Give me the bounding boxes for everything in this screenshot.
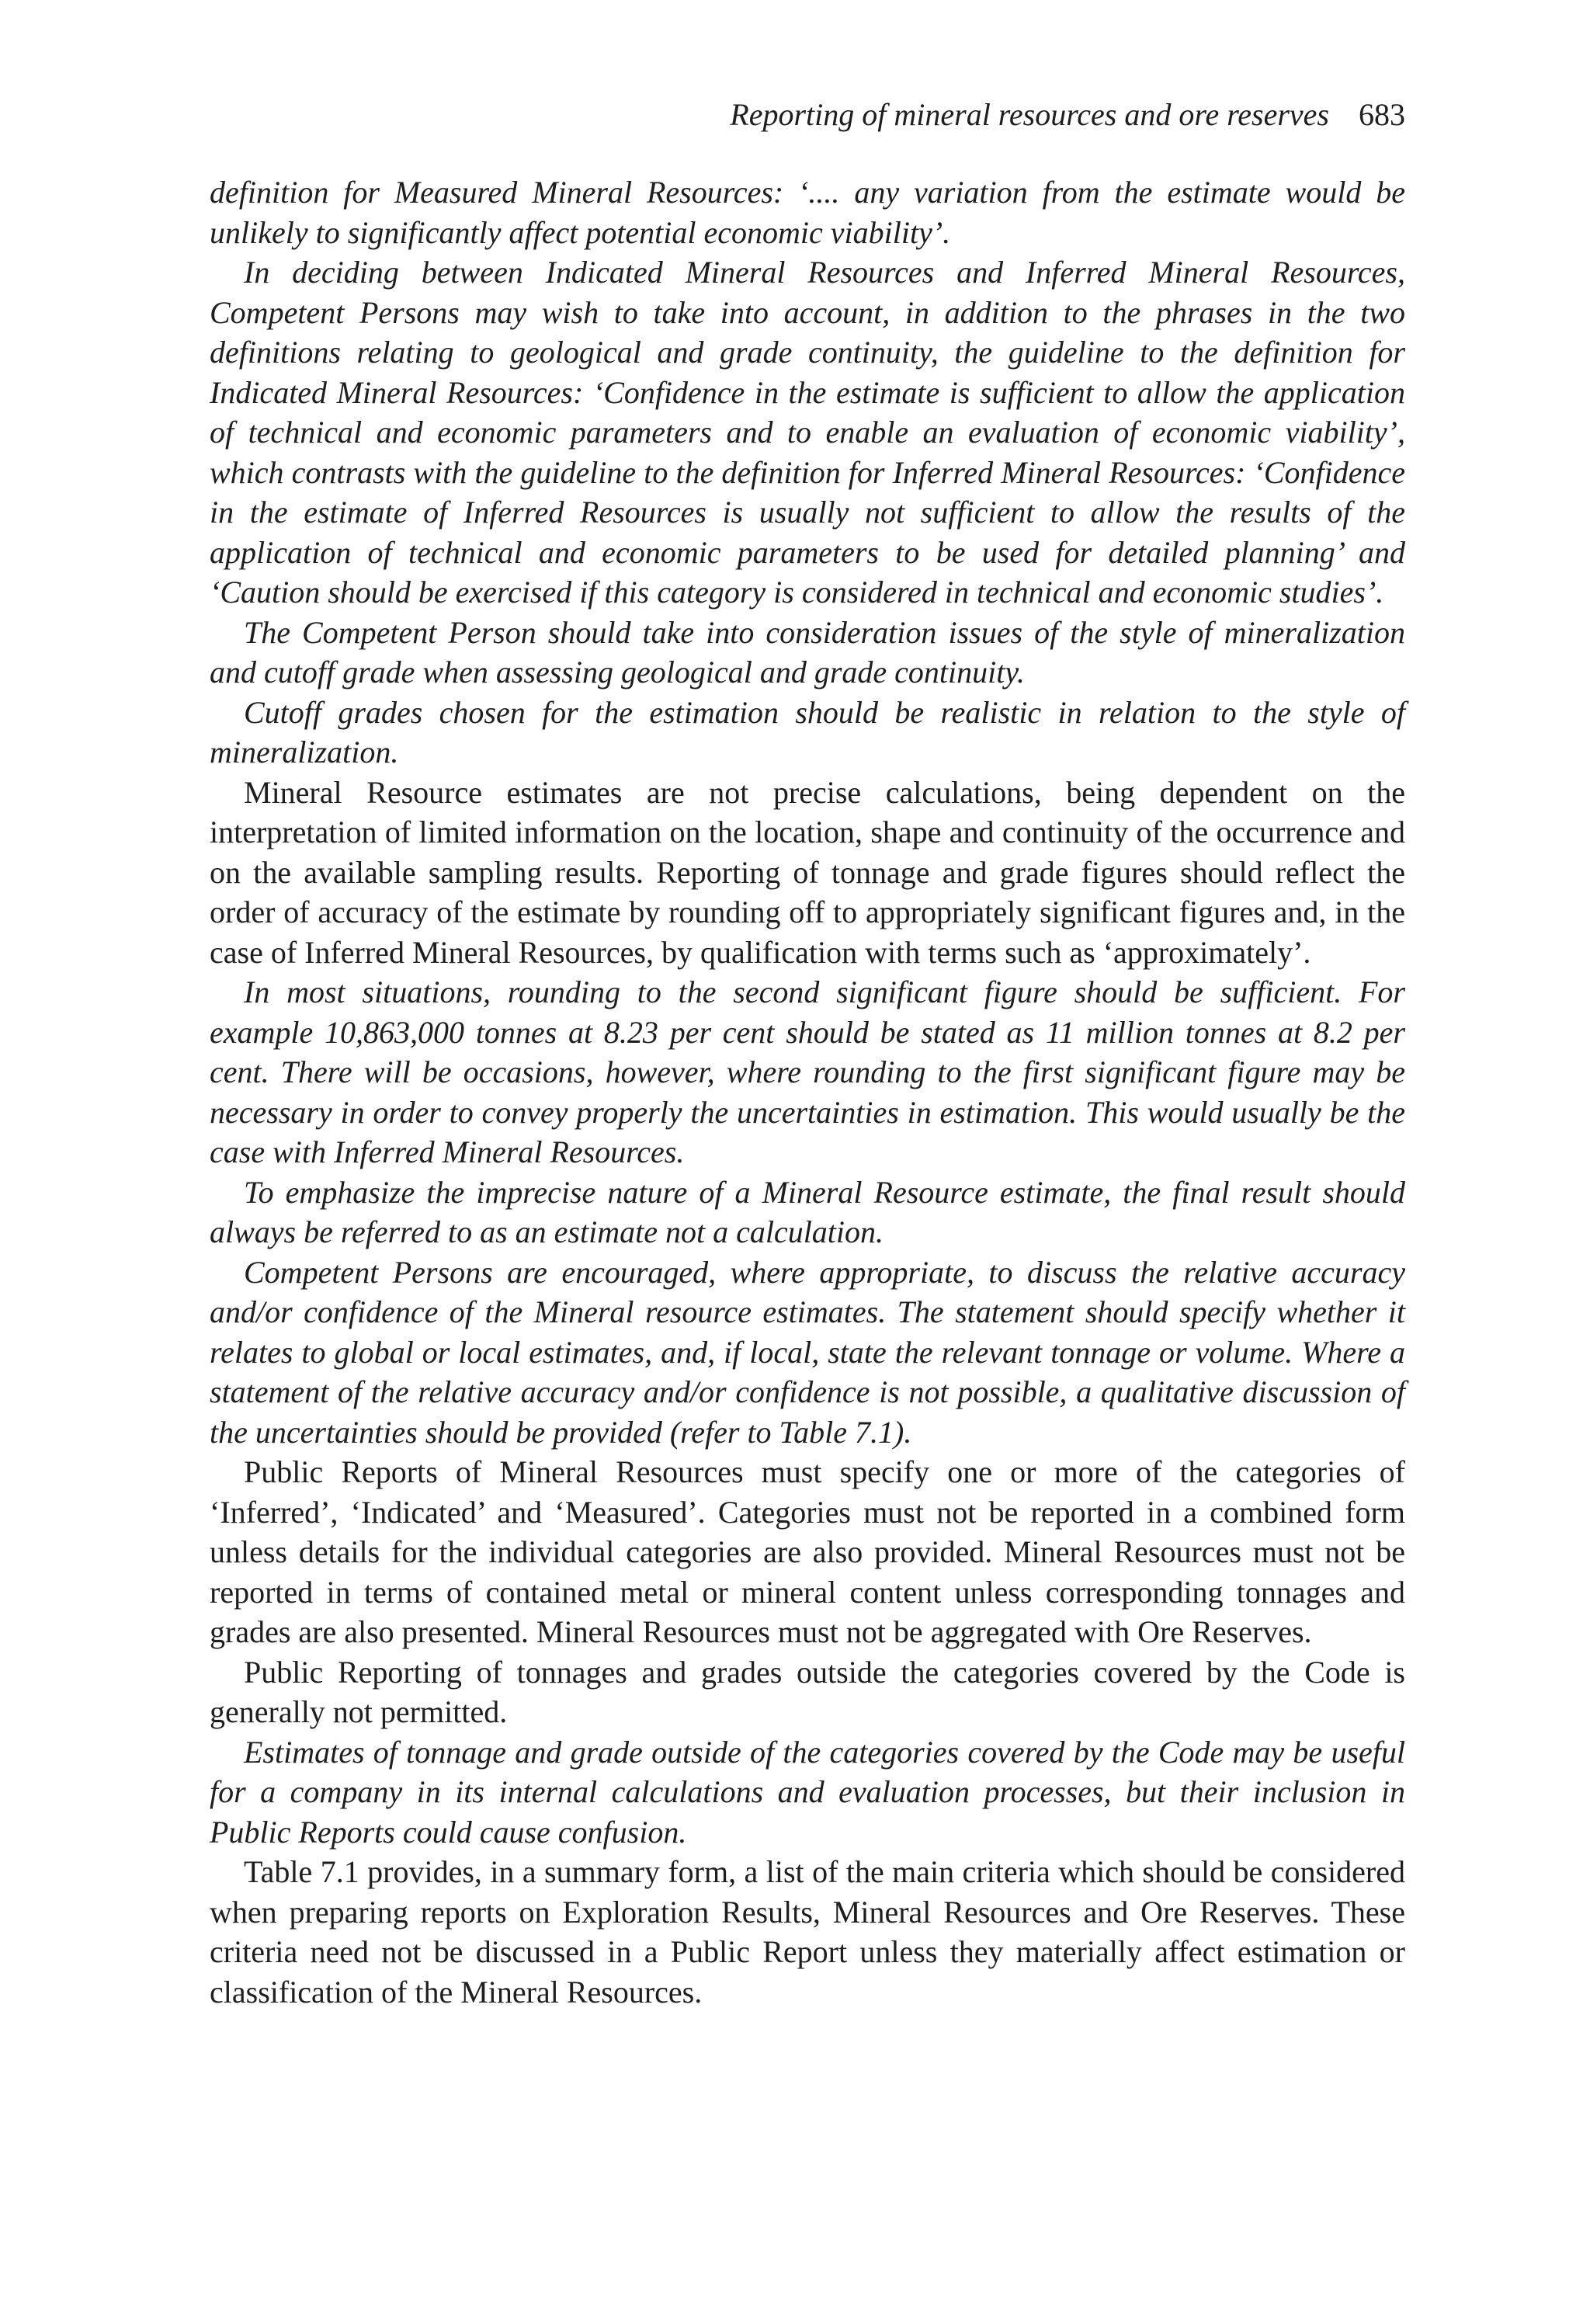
paragraph: To emphasize the imprecise nature of a Mineral Resource estimate, the final result should always be referred to as an estimate not a calculation. bbox=[210, 1174, 1405, 1249]
paragraph: In most situations, rounding to the second significant figure should be sufficient. For example 10,863,000 tonnes at 8.23 per cent should be stated as 11 million tonnes at 8.2 per cent. There will be occasions, however, where rounding to the first significant figure may be necessary in order to convey properly the uncertainties in estimation. This would usually be the case with Inferred Mineral Resources. bbox=[210, 974, 1405, 1169]
paragraph: Cutoff grades chosen for the estimation should be realistic in relation to the style of mineralization. bbox=[210, 694, 1405, 769]
paragraph: Public Reporting of tonnages and grades outside the categories covered by the Code is generally not permitted. bbox=[210, 1654, 1405, 1729]
paragraph: Competent Persons are encouraged, where appropriate, to discuss the relative accuracy and/or confidence of the Mineral resource estimates. The statement should specify whether it relates to global or local estimates, and, if local, state the relevant tonnage or volume. Where a statement of the relative accuracy and/or confidence is not possible, a qualitative discussion of the uncertainties should be provided (refer to Table 7.1). bbox=[210, 1254, 1405, 1450]
body-text bbox=[210, 172, 1405, 2012]
running-title: Reporting of mineral resources and ore reserves bbox=[730, 97, 1329, 132]
paragraph: Table 7.1 provides, in a summary form, a list of the main criteria which should be considered when preparing reports on Exploration Results, Mineral Resources and Ore Reserves. These criteria need not be discussed in a Public Report unless they materially affect estimation or classification of the Mineral Resources. bbox=[210, 1854, 1405, 2010]
paragraph: In deciding between Indicated Mineral Resources and Inferred Mineral Resources, Competent Persons may wish to take into account, in addition to the phrases in the two definitions relating to geological and grade continuity, the guideline to the definition for Indicated Mineral Resources: ‘Confidence in the estimate is sufficient to allow the application of technical and economic parameters and to enable an evaluation of economic viability’, which contrasts with the guideline to the definition for Inferred Mineral Resources: ‘Confidence in the estimate of Inferred Resources is usually not sufficient to allow the results of the application of technical and economic parameters to be used for detailed planning’ and ‘Caution should be exercised if this category is considered in technical and economic studies’. bbox=[210, 255, 1405, 610]
paragraph: Estimates of tonnage and grade outside of the categories covered by the Code may be useful for a company in its internal calculations and evaluation processes, but their inclusion in Public Reports could cause confusion. bbox=[210, 1734, 1405, 1850]
paragraph: Public Reports of Mineral Resources must specify one or more of the categories of ‘Inferred’, ‘Indicated’ and ‘Measured’. Categories must not be reported in a combined form unless details for the individual categories are also provided. Mineral Resources must not be reported in terms of contained metal or mineral content unless corresponding tonnages and grades are also presented. Mineral Resources must not be aggregated with Ore Reserves. bbox=[210, 1454, 1405, 1649]
paragraph: The Competent Person should take into consideration issues of the style of mineralization and cutoff grade when assessing geological and grade continuity. bbox=[210, 614, 1405, 690]
paragraph: Mineral Resource estimates are not precise calculations, being dependent on the interpretation of limited information on the location, shape and continuity of the occurrence and on the available sampling results. Reporting of tonnage and grade figures should reflect the order of accuracy of the estimate by rounding off to appropriately significant figures and, in the case of Inferred Mineral Resources, by qualification with terms such as ‘approximately’. bbox=[210, 774, 1405, 970]
paragraph: definition for Measured Mineral Resources: ‘.... any variation from the estimate would be unlikely to significantly affect potential economic viability’. bbox=[210, 175, 1405, 250]
page-number: 683 bbox=[1359, 97, 1405, 132]
page-header bbox=[210, 92, 1405, 138]
